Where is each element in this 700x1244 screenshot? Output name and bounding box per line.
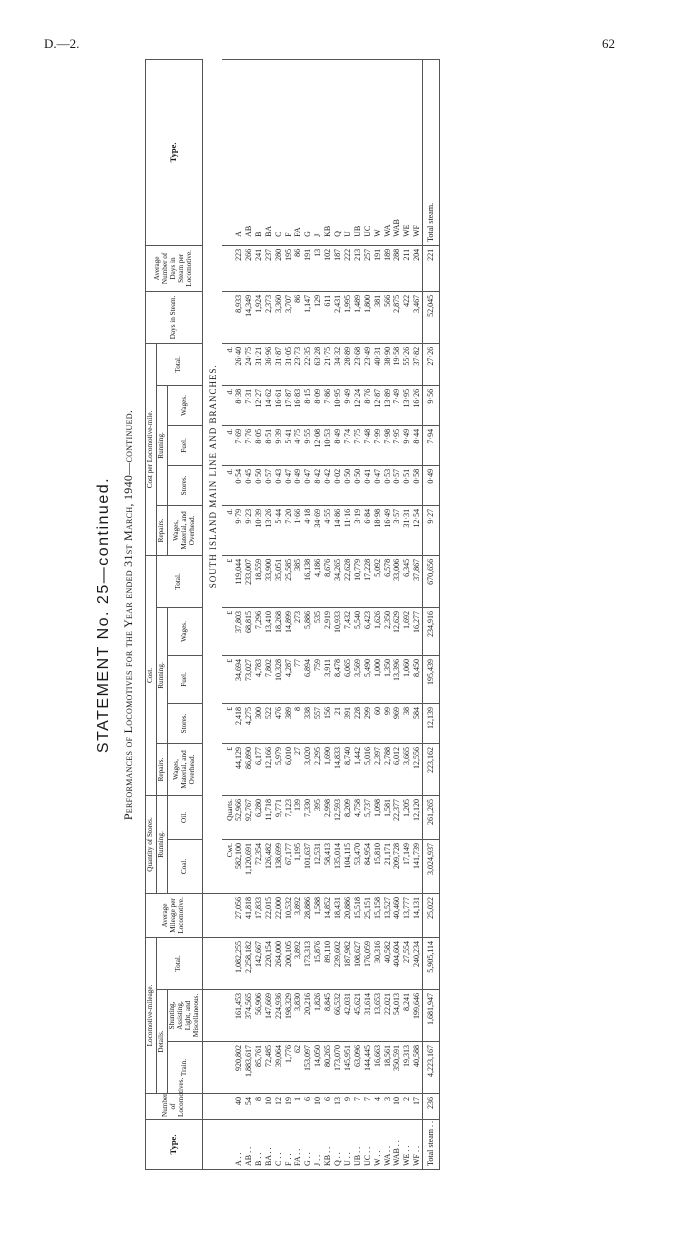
unit-cost-total: £ bbox=[222, 555, 234, 607]
days-steam-header: Days in Steam. bbox=[146, 291, 203, 343]
cost-running-header: Running. bbox=[156, 607, 167, 743]
mile-fuel-header: Fuel. bbox=[167, 425, 202, 465]
performance-table bbox=[145, 59, 440, 1170]
total-coal: 3,024,937 bbox=[423, 839, 440, 893]
total-cost-wages: 234,916 bbox=[423, 607, 440, 655]
total-mile-fuel: 7·94 bbox=[423, 425, 440, 465]
unit-mile-repairs: d. bbox=[222, 505, 234, 555]
cost-wages-values: 37,803 68,815 7,296 13,410 18,268 14,899 273 5,886 535 2,919 10,933 7,432 5,540 6,423 1,626 2,350 12,629 1,692 16,277 bbox=[233, 610, 422, 633]
page-number: 62 bbox=[602, 36, 615, 51]
unit-mile-total: d. bbox=[222, 343, 234, 385]
cost-stores-header: Stores. bbox=[167, 703, 202, 743]
cost-wages-header: Wages. bbox=[167, 607, 202, 655]
shunting-header: Shunting, Assisting, Light, and Miscellaneous. bbox=[167, 990, 202, 1042]
unit-coal: Cwt. bbox=[222, 839, 234, 893]
cost-fuel-values: 34,694 73,027 4,783 7,802 10,328 4,287 77 6,894 759 3,911 8,478 6,065 3,569 5,490 1,000 1,350 13,396 1,060 8,450 bbox=[233, 658, 422, 681]
total-mile-stores: 0·49 bbox=[423, 465, 440, 505]
total-number: 236 bbox=[423, 1094, 440, 1120]
loco-mileage-header: Locomotive-mileage. bbox=[146, 937, 157, 1093]
data-row bbox=[234, 59, 423, 1169]
unit-mile-stores: d. bbox=[222, 465, 234, 505]
type-list: A . . AB . . B . . BA . . C . . F . . FA . . G . . J . . KB . . Q . . U . . UB . . UC . . W . . WA . . WAB . . WE . . WF . . bbox=[233, 1140, 422, 1166]
unit-cost-fuel: £ bbox=[222, 655, 234, 703]
statement-title: STATEMENT No. 25—continued. bbox=[95, 476, 112, 754]
mile-repairs-header: Repairs. bbox=[156, 505, 167, 555]
oil-header: Oil. bbox=[167, 795, 202, 839]
cost-wages-material-header: Wages, Material, and Overhead. bbox=[167, 743, 202, 795]
mileage-total-header: Total. bbox=[156, 937, 202, 989]
details-header: Details. bbox=[156, 990, 167, 1094]
unit-oil: Quarts. bbox=[222, 795, 234, 839]
qty-stores-header: Quantity of Stores. bbox=[146, 795, 157, 893]
cost-repairs-values: 44,129 86,890 6,177 12,166 5,979 6,010 27 3,020 2,295 1,690 14,833 8,740 1,442 5,016 2,397 2,788 6,012 3,665 12,556 bbox=[233, 746, 422, 769]
mile-stores-header: Stores. bbox=[167, 465, 202, 505]
mile-total-values: 26·40 24·75 31·21 36·96 31·87 31·05 23·73 22·35 63·28 21·75 34·32 28·89 23·68 23·49 40·31 38·90 19·58 55·26 37·82 bbox=[233, 346, 422, 366]
cost-stores-values: 2,418 4,275 300 522 476 389 8 338 557 156 21 391 228 299 60 99 969 38 584 bbox=[233, 706, 422, 725]
units-row bbox=[222, 59, 234, 1169]
section-title: SOUTH ISLAND MAIN LINE AND BRANCHES. bbox=[207, 364, 218, 589]
unit-mile-fuel: d. bbox=[222, 425, 234, 465]
total-mile-wages: 9·56 bbox=[423, 385, 440, 425]
cost-per-mile-header: Cost per Locomotive-mile. bbox=[146, 343, 157, 555]
total-avg-mileage: 25,022 bbox=[423, 893, 440, 937]
mile-wages-material-header: Wages, Material, and Overhead. bbox=[167, 505, 202, 555]
shunting-values: 161,453 374,565 56,906 147,669 224,936 198,329 3,830 20,216 1,826 8,845 66,532 42,031 45,621 31,614 13,653 22,021 54,013 8,241 199,646 bbox=[233, 993, 422, 1019]
train-values: 920,802 1,883,617 85,761 72,485 39,064 1,776 62 153,097 14,050 80,265 173,070 145,951 63,096 144,445 16,663 18,561 350,591 19,313 40,588 bbox=[233, 1045, 422, 1077]
mile-running-header: Running. bbox=[156, 385, 167, 505]
unit-mile-wages: d. bbox=[222, 385, 234, 425]
mileage-total-values: 1,082,255 2,258,182 142,667 220,154 264,000 200,105 3,892 173,313 15,876 89,110 239,602 187,982 108,627 176,059 30,316 40,582 404,604 27,554 240,234 bbox=[233, 940, 422, 973]
mile-wages-values: 8·38 7·31 12·27 14·62 16·61 17·87 16·83 8·15 8·09 7·86 10·95 9·49 12·24 8·76 12·87 13·89 7·49 13·95 16·26 bbox=[233, 388, 422, 408]
avg-mileage-values: 27,056 41,818 17,833 22,015 22,000 10,532 3,892 28,886 1,588 14,852 18,431 20,886 15,518 25,151 15,158 13,527 40,460 13,777 14,131 bbox=[233, 896, 422, 919]
unit-cost-repairs: £ bbox=[222, 743, 234, 795]
type-list-right: A AB B BA C F FA G J KB Q U UB UC W WA WAB WE WF bbox=[233, 219, 422, 237]
cost-header: Cost. bbox=[146, 555, 157, 795]
total-train: 4,223,167 bbox=[423, 1042, 440, 1094]
total-label-right: Total steam. bbox=[423, 59, 440, 245]
total-cost-repairs: 223,162 bbox=[423, 743, 440, 795]
number-values: 40 54 8 10 12 19 1 6 10 6 13 9 7 7 4 3 10 2 17 bbox=[233, 1097, 422, 1105]
stores-running-header: Running. bbox=[156, 795, 167, 893]
total-cost: 670,656 bbox=[423, 555, 440, 607]
mile-stores-values: 0·54 0·45 0·50 0·57 0·43 0·47 0·49 0·47 8·42 0·42 0·02 0·50 0·50 0·41 0·47 0·53 0·57 0·51 0·58 bbox=[233, 468, 422, 484]
total-mile-repairs: 9·27 bbox=[423, 505, 440, 555]
total-shunting: 1,681,947 bbox=[423, 990, 440, 1042]
cost-total-values: 119,044 233,007 18,559 33,900 35,051 25,585 385 16,138 4,186 8,676 34,265 22,628 10,779 17,228 5,092 6,578 33,006 6,345 37,867 bbox=[233, 558, 422, 585]
total-avg-days: 221 bbox=[423, 245, 440, 291]
total-label: Total steam . . bbox=[423, 1120, 440, 1170]
mile-wages-header: Wages. bbox=[167, 385, 202, 425]
avg-days-header: Average Number of Days in Steam per Locomotive. bbox=[146, 245, 203, 291]
rotated-statement bbox=[95, 60, 615, 1170]
unit-cost-stores: £ bbox=[222, 703, 234, 743]
total-cost-stores: 12,139 bbox=[423, 703, 440, 743]
page-reference: D.—2. bbox=[44, 36, 80, 51]
cost-fuel-header: Fuel. bbox=[167, 655, 202, 703]
total-mile-total: 27·26 bbox=[423, 343, 440, 385]
avg-days-values: 223 266 241 237 280 195 86 191 13 102 187 222 213 257 191 189 288 211 204 bbox=[233, 248, 422, 261]
oil-values: 52,966 92,767 6,280 11,718 9,771 7,123 139 7,330 395 2,998 12,593 8,209 4,758 5,737 1,098 1,581 22,377 1,205 12,120 bbox=[233, 798, 422, 821]
coal-values: 582,100 1,120,691 72,354 126,482 138,699 67,177 1,195 101,637 12,531 58,413 135,014 104,115 53,470 84,954 15,810 21,171 209,728 17,149 141,739 bbox=[233, 842, 422, 875]
total-mileage: 5,905,114 bbox=[423, 937, 440, 989]
type-header: Type. bbox=[146, 1120, 203, 1170]
mile-total-header: Total. bbox=[156, 343, 202, 385]
total-oil: 261,265 bbox=[423, 795, 440, 839]
section-row bbox=[202, 59, 222, 1169]
total-row bbox=[423, 59, 440, 1169]
coal-header: Coal. bbox=[167, 839, 202, 893]
total-days-steam: 52,045 bbox=[423, 291, 440, 343]
number-header: Number of Locomotives. bbox=[146, 1094, 203, 1120]
type-header-right: Type. bbox=[146, 59, 203, 245]
statement-subtitle: Performances of Locomotives for the Year ended 31st March, 1940—continued. bbox=[121, 409, 135, 821]
train-header: Train. bbox=[167, 1042, 202, 1094]
cost-total-header: Total. bbox=[156, 555, 202, 607]
mile-repairs-values: 9·79 9·23 10·39 13·26 5·44 7·20 1·66 4·18 34·69 4·55 14·86 11·16 3·19 6·84 18·98 16·49 3·57 31·31 12·54 bbox=[233, 508, 422, 528]
total-cost-fuel: 195,439 bbox=[423, 655, 440, 703]
mile-fuel-values: 7·69 7·76 8·05 8·51 9·39 5·41 4·75 9·55 12·08 10·53 8·49 7·74 7·75 7·48 7·99 7·98 7·95 9·49 8·44 bbox=[233, 428, 422, 448]
unit-cost-wages: £ bbox=[222, 607, 234, 655]
cost-repairs-header: Repairs. bbox=[156, 743, 167, 795]
days-steam-values: 8,933 14,349 1,924 2,373 3,360 3,707 86 1,147 129 611 2,431 1,995 1,489 1,800 381 566 2,875 422 3,467 bbox=[233, 294, 422, 317]
avg-mileage-header: Average Mileage per Locomotive. bbox=[146, 893, 203, 937]
